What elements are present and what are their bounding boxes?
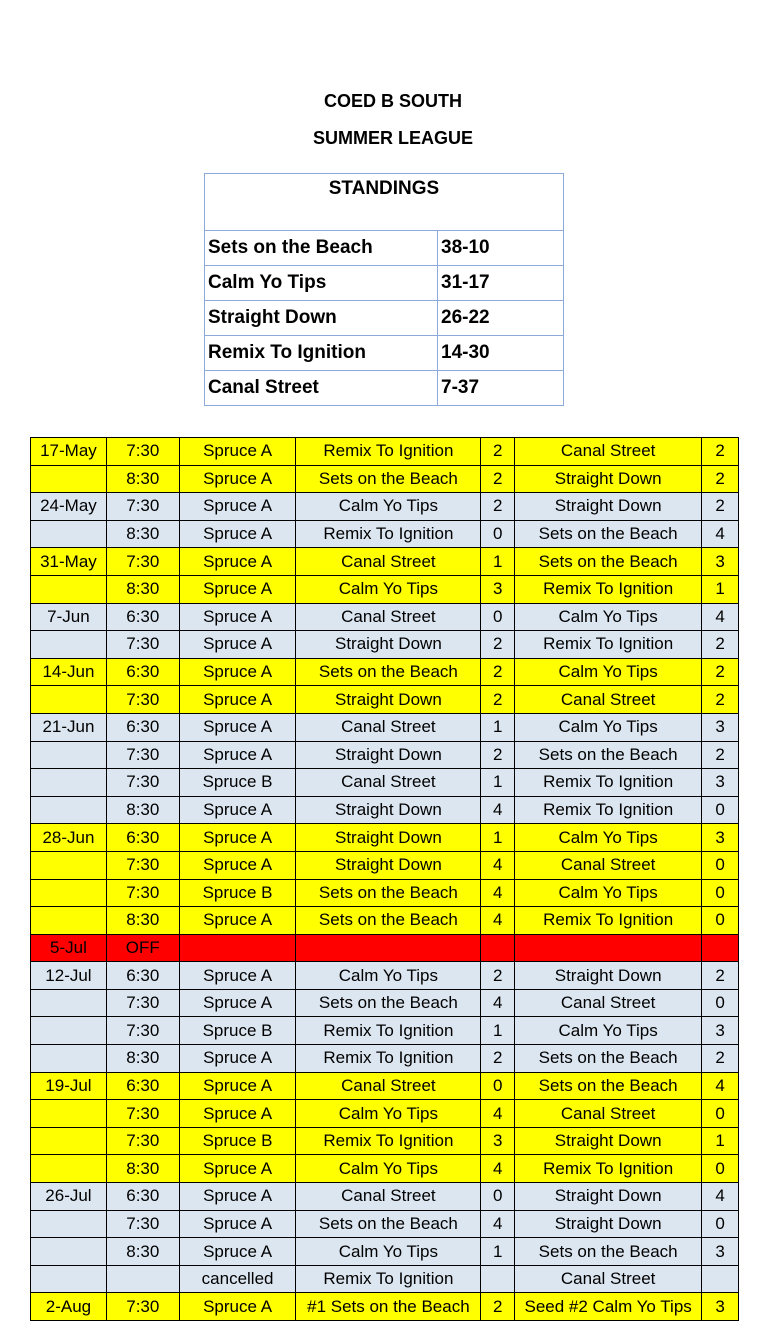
standings-record: 14-30 — [438, 336, 564, 371]
standings-row — [205, 336, 564, 371]
standings-team: Sets on the Beach — [205, 231, 438, 266]
team-two-score: 2 — [702, 631, 739, 659]
game-date — [31, 1127, 107, 1155]
team-two: Calm Yo Tips — [515, 658, 702, 686]
schedule-row — [31, 1155, 739, 1183]
schedule-row — [31, 575, 739, 603]
game-time: 7:30 — [106, 851, 179, 879]
team-one-score: 2 — [481, 962, 515, 990]
standings-team: Canal Street — [205, 371, 438, 406]
game-time: 7:30 — [106, 438, 179, 466]
game-time: 6:30 — [106, 824, 179, 852]
team-two: Straight Down — [515, 1210, 702, 1238]
game-date: 17-May — [31, 438, 107, 466]
game-court: Spruce B — [179, 1127, 296, 1155]
team-two-score: 0 — [702, 1210, 739, 1238]
team-one — [296, 934, 481, 962]
team-one-score: 3 — [481, 575, 515, 603]
game-date: 14-Jun — [31, 658, 107, 686]
game-court: Spruce A — [179, 741, 296, 769]
schedule-row — [31, 962, 739, 990]
team-two-score: 2 — [702, 686, 739, 714]
team-two — [515, 934, 702, 962]
game-court: Spruce A — [179, 713, 296, 741]
standings-row — [205, 301, 564, 336]
team-two: Calm Yo Tips — [515, 603, 702, 631]
game-time: 6:30 — [106, 1183, 179, 1211]
team-two-score: 0 — [702, 796, 739, 824]
game-court: Spruce A — [179, 1238, 296, 1266]
game-date: 12-Jul — [31, 962, 107, 990]
team-one-score: 4 — [481, 851, 515, 879]
standings-table — [204, 173, 564, 406]
team-one: Straight Down — [296, 824, 481, 852]
team-two-score: 1 — [702, 575, 739, 603]
standings-team: Remix To Ignition — [205, 336, 438, 371]
standings-record: 26-22 — [438, 301, 564, 336]
game-time: 8:30 — [106, 796, 179, 824]
game-court: Spruce A — [179, 1155, 296, 1183]
team-one-score: 1 — [481, 1238, 515, 1266]
team-two-score: 0 — [702, 851, 739, 879]
game-time: 8:30 — [106, 907, 179, 935]
standings-heading: STANDINGS — [205, 174, 564, 231]
game-date: 26-Jul — [31, 1183, 107, 1211]
team-one-score: 4 — [481, 796, 515, 824]
team-one-score: 2 — [481, 438, 515, 466]
standings-row — [205, 371, 564, 406]
game-court: Spruce B — [179, 1017, 296, 1045]
game-court: Spruce B — [179, 769, 296, 797]
team-one: Remix To Ignition — [296, 520, 481, 548]
team-one: Calm Yo Tips — [296, 962, 481, 990]
team-one: Sets on the Beach — [296, 658, 481, 686]
game-court: Spruce A — [179, 658, 296, 686]
team-two: Calm Yo Tips — [515, 713, 702, 741]
game-court: Spruce A — [179, 548, 296, 576]
team-two-score: 3 — [702, 713, 739, 741]
team-one-score: 1 — [481, 548, 515, 576]
team-two: Seed #2 Calm Yo Tips — [515, 1293, 702, 1321]
team-one-score: 2 — [481, 493, 515, 521]
game-date: 31-May — [31, 548, 107, 576]
game-date — [31, 1265, 107, 1293]
schedule-row — [31, 658, 739, 686]
team-two-score — [702, 1265, 739, 1293]
team-two-score: 0 — [702, 989, 739, 1017]
game-time: 6:30 — [106, 603, 179, 631]
game-time: 7:30 — [106, 741, 179, 769]
game-court: Spruce A — [179, 824, 296, 852]
schedule-row — [31, 989, 739, 1017]
team-two-score: 3 — [702, 1293, 739, 1321]
game-date — [31, 851, 107, 879]
game-court: Spruce A — [179, 851, 296, 879]
team-two: Straight Down — [515, 493, 702, 521]
schedule-row — [31, 741, 739, 769]
schedule-row — [31, 1045, 739, 1073]
team-one: Remix To Ignition — [296, 438, 481, 466]
team-two: Remix To Ignition — [515, 631, 702, 659]
team-two: Straight Down — [515, 1183, 702, 1211]
game-court: Spruce A — [179, 493, 296, 521]
league-title: COED B SOUTH — [323, 91, 462, 111]
team-one: Calm Yo Tips — [296, 1100, 481, 1128]
team-one-score: 1 — [481, 769, 515, 797]
team-two-score: 2 — [702, 962, 739, 990]
team-two: Canal Street — [515, 438, 702, 466]
team-one: Sets on the Beach — [296, 879, 481, 907]
schedule-row — [31, 1293, 739, 1321]
team-one-score: 3 — [481, 1127, 515, 1155]
game-time: 7:30 — [106, 989, 179, 1017]
game-time: 6:30 — [106, 658, 179, 686]
team-two-score: 2 — [702, 741, 739, 769]
schedule-row — [31, 438, 739, 466]
team-one: Sets on the Beach — [296, 1210, 481, 1238]
game-date — [31, 907, 107, 935]
schedule-row — [31, 631, 739, 659]
team-two: Canal Street — [515, 686, 702, 714]
schedule-row — [31, 907, 739, 935]
team-one-score: 2 — [481, 465, 515, 493]
team-two-score: 0 — [702, 1100, 739, 1128]
team-two: Sets on the Beach — [515, 520, 702, 548]
team-one: Canal Street — [296, 769, 481, 797]
standings-header-row — [205, 174, 564, 231]
game-date — [31, 1017, 107, 1045]
game-date: 2-Aug — [31, 1293, 107, 1321]
schedule-row — [31, 1127, 739, 1155]
team-one: Straight Down — [296, 631, 481, 659]
team-two: Canal Street — [515, 989, 702, 1017]
schedule-row — [31, 686, 739, 714]
team-two-score: 2 — [702, 438, 739, 466]
team-one-score: 4 — [481, 1155, 515, 1183]
team-one: Canal Street — [296, 713, 481, 741]
game-court: Spruce A — [179, 1072, 296, 1100]
team-two: Straight Down — [515, 1127, 702, 1155]
team-two: Sets on the Beach — [515, 741, 702, 769]
team-one: Canal Street — [296, 603, 481, 631]
team-two-score: 0 — [702, 907, 739, 935]
game-date — [31, 1238, 107, 1266]
game-time: 7:30 — [106, 1293, 179, 1321]
game-date — [31, 1045, 107, 1073]
team-one-score: 2 — [481, 631, 515, 659]
team-two: Canal Street — [515, 1100, 702, 1128]
standings-record: 7-37 — [438, 371, 564, 406]
standings-record: 38-10 — [438, 231, 564, 266]
game-court: Spruce A — [179, 520, 296, 548]
team-two-score: 3 — [702, 769, 739, 797]
game-court: Spruce A — [179, 465, 296, 493]
league-subtitle: SUMMER LEAGUE — [312, 128, 473, 148]
team-two: Remix To Ignition — [515, 796, 702, 824]
game-time: 7:30 — [106, 769, 179, 797]
schedule-row — [31, 603, 739, 631]
team-one-score: 0 — [481, 520, 515, 548]
team-two-score: 3 — [702, 1238, 739, 1266]
team-one-score: 2 — [481, 1293, 515, 1321]
team-two-score: 0 — [702, 1155, 739, 1183]
team-one-score: 1 — [481, 824, 515, 852]
game-time: 8:30 — [106, 520, 179, 548]
standings-row — [205, 266, 564, 301]
game-date — [31, 631, 107, 659]
game-time: 6:30 — [106, 962, 179, 990]
game-court: Spruce A — [179, 962, 296, 990]
team-one-score: 1 — [481, 713, 515, 741]
team-two-score: 2 — [702, 493, 739, 521]
game-time: 7:30 — [106, 1127, 179, 1155]
team-two: Calm Yo Tips — [515, 879, 702, 907]
game-date — [31, 1155, 107, 1183]
game-date — [31, 686, 107, 714]
game-time: 8:30 — [106, 575, 179, 603]
team-one-score: 4 — [481, 1210, 515, 1238]
game-date — [31, 465, 107, 493]
team-two: Straight Down — [515, 962, 702, 990]
game-date — [31, 1100, 107, 1128]
game-time: 7:30 — [106, 1100, 179, 1128]
team-one: Calm Yo Tips — [296, 575, 481, 603]
team-one-score: 2 — [481, 686, 515, 714]
game-time: 7:30 — [106, 879, 179, 907]
schedule-row — [31, 493, 739, 521]
schedule-row — [31, 713, 739, 741]
game-court: Spruce A — [179, 686, 296, 714]
game-date: 19-Jul — [31, 1072, 107, 1100]
game-court: Spruce A — [179, 603, 296, 631]
game-date: 5-Jul — [31, 934, 107, 962]
team-one: #1 Sets on the Beach — [296, 1293, 481, 1321]
game-date — [31, 769, 107, 797]
team-two: Sets on the Beach — [515, 1238, 702, 1266]
team-two: Calm Yo Tips — [515, 1017, 702, 1045]
team-two-score: 2 — [702, 465, 739, 493]
team-one: Calm Yo Tips — [296, 1155, 481, 1183]
standings-team: Calm Yo Tips — [205, 266, 438, 301]
team-one: Remix To Ignition — [296, 1127, 481, 1155]
schedule-row — [31, 520, 739, 548]
game-court: Spruce A — [179, 907, 296, 935]
team-two: Straight Down — [515, 465, 702, 493]
schedule-row — [31, 769, 739, 797]
game-date: 21-Jun — [31, 713, 107, 741]
team-two-score: 0 — [702, 879, 739, 907]
team-one: Calm Yo Tips — [296, 1238, 481, 1266]
team-two-score: 3 — [702, 1017, 739, 1045]
game-time: 8:30 — [106, 1155, 179, 1183]
team-one-score: 2 — [481, 1045, 515, 1073]
game-date — [31, 575, 107, 603]
schedule-row — [31, 1210, 739, 1238]
team-two-score: 4 — [702, 520, 739, 548]
game-court: Spruce B — [179, 879, 296, 907]
schedule-row — [31, 1072, 739, 1100]
team-one: Straight Down — [296, 796, 481, 824]
schedule-row — [31, 851, 739, 879]
schedule-row — [31, 1017, 739, 1045]
schedule-table — [30, 437, 739, 1321]
team-one-score: 2 — [481, 658, 515, 686]
game-time: 7:30 — [106, 686, 179, 714]
game-time: 8:30 — [106, 1238, 179, 1266]
team-two: Sets on the Beach — [515, 1072, 702, 1100]
team-two: Sets on the Beach — [515, 548, 702, 576]
team-one: Canal Street — [296, 1072, 481, 1100]
game-court: Spruce A — [179, 438, 296, 466]
schedule-row — [31, 824, 739, 852]
team-two-score: 3 — [702, 548, 739, 576]
standings-record: 31-17 — [438, 266, 564, 301]
team-two-score: 4 — [702, 603, 739, 631]
team-one-score: 0 — [481, 1072, 515, 1100]
team-one-score: 0 — [481, 1183, 515, 1211]
game-date — [31, 796, 107, 824]
game-time: OFF — [106, 934, 179, 962]
team-one: Straight Down — [296, 741, 481, 769]
team-two: Sets on the Beach — [515, 1045, 702, 1073]
schedule-row — [31, 879, 739, 907]
team-two: Canal Street — [515, 851, 702, 879]
team-one-score: 4 — [481, 879, 515, 907]
team-one-score: 4 — [481, 907, 515, 935]
game-court: Spruce A — [179, 1210, 296, 1238]
team-one: Sets on the Beach — [296, 907, 481, 935]
game-time: 7:30 — [106, 631, 179, 659]
team-two: Calm Yo Tips — [515, 824, 702, 852]
team-two-score: 4 — [702, 1183, 739, 1211]
game-date: 28-Jun — [31, 824, 107, 852]
team-one-score: 1 — [481, 1017, 515, 1045]
schedule-row — [31, 796, 739, 824]
team-one: Canal Street — [296, 548, 481, 576]
game-court: Spruce A — [179, 575, 296, 603]
game-date — [31, 879, 107, 907]
team-one: Remix To Ignition — [296, 1045, 481, 1073]
team-one: Straight Down — [296, 851, 481, 879]
game-time — [106, 1265, 179, 1293]
game-court — [179, 934, 296, 962]
team-one: Sets on the Beach — [296, 989, 481, 1017]
game-date — [31, 1210, 107, 1238]
game-time: 6:30 — [106, 1072, 179, 1100]
team-two-score: 3 — [702, 824, 739, 852]
game-court: cancelled — [179, 1265, 296, 1293]
team-one: Remix To Ignition — [296, 1265, 481, 1293]
game-time: 7:30 — [106, 1210, 179, 1238]
game-time: 8:30 — [106, 1045, 179, 1073]
team-one-score — [481, 1265, 515, 1293]
schedule-row — [31, 934, 739, 962]
team-two-score: 1 — [702, 1127, 739, 1155]
team-two: Remix To Ignition — [515, 1155, 702, 1183]
schedule-row — [31, 1265, 739, 1293]
team-one-score: 4 — [481, 989, 515, 1017]
schedule-row — [31, 1100, 739, 1128]
team-one: Canal Street — [296, 1183, 481, 1211]
team-two: Remix To Ignition — [515, 575, 702, 603]
game-time: 7:30 — [106, 493, 179, 521]
team-one-score: 0 — [481, 603, 515, 631]
standings-team: Straight Down — [205, 301, 438, 336]
schedule-row — [31, 1238, 739, 1266]
team-two-score: 4 — [702, 1072, 739, 1100]
game-court: Spruce A — [179, 1183, 296, 1211]
game-court: Spruce A — [179, 631, 296, 659]
game-court: Spruce A — [179, 796, 296, 824]
schedule-row — [31, 548, 739, 576]
team-one: Remix To Ignition — [296, 1017, 481, 1045]
team-two-score: 2 — [702, 658, 739, 686]
team-two-score: 2 — [702, 1045, 739, 1073]
team-one: Sets on the Beach — [296, 465, 481, 493]
standings-row — [205, 231, 564, 266]
game-time: 7:30 — [106, 1017, 179, 1045]
game-time: 6:30 — [106, 713, 179, 741]
game-date — [31, 989, 107, 1017]
game-date — [31, 520, 107, 548]
team-one-score: 4 — [481, 1100, 515, 1128]
game-date — [31, 741, 107, 769]
game-date: 7-Jun — [31, 603, 107, 631]
team-two: Remix To Ignition — [515, 907, 702, 935]
game-court: Spruce A — [179, 1293, 296, 1321]
schedule-row — [31, 465, 739, 493]
game-time: 8:30 — [106, 465, 179, 493]
game-time: 7:30 — [106, 548, 179, 576]
team-one-score: 2 — [481, 741, 515, 769]
team-one-score — [481, 934, 515, 962]
team-one: Calm Yo Tips — [296, 493, 481, 521]
game-court: Spruce A — [179, 1100, 296, 1128]
team-one: Straight Down — [296, 686, 481, 714]
schedule-row — [31, 1183, 739, 1211]
game-court: Spruce A — [179, 989, 296, 1017]
team-two-score — [702, 934, 739, 962]
team-two: Remix To Ignition — [515, 769, 702, 797]
team-two: Canal Street — [515, 1265, 702, 1293]
game-date: 24-May — [31, 493, 107, 521]
game-court: Spruce A — [179, 1045, 296, 1073]
